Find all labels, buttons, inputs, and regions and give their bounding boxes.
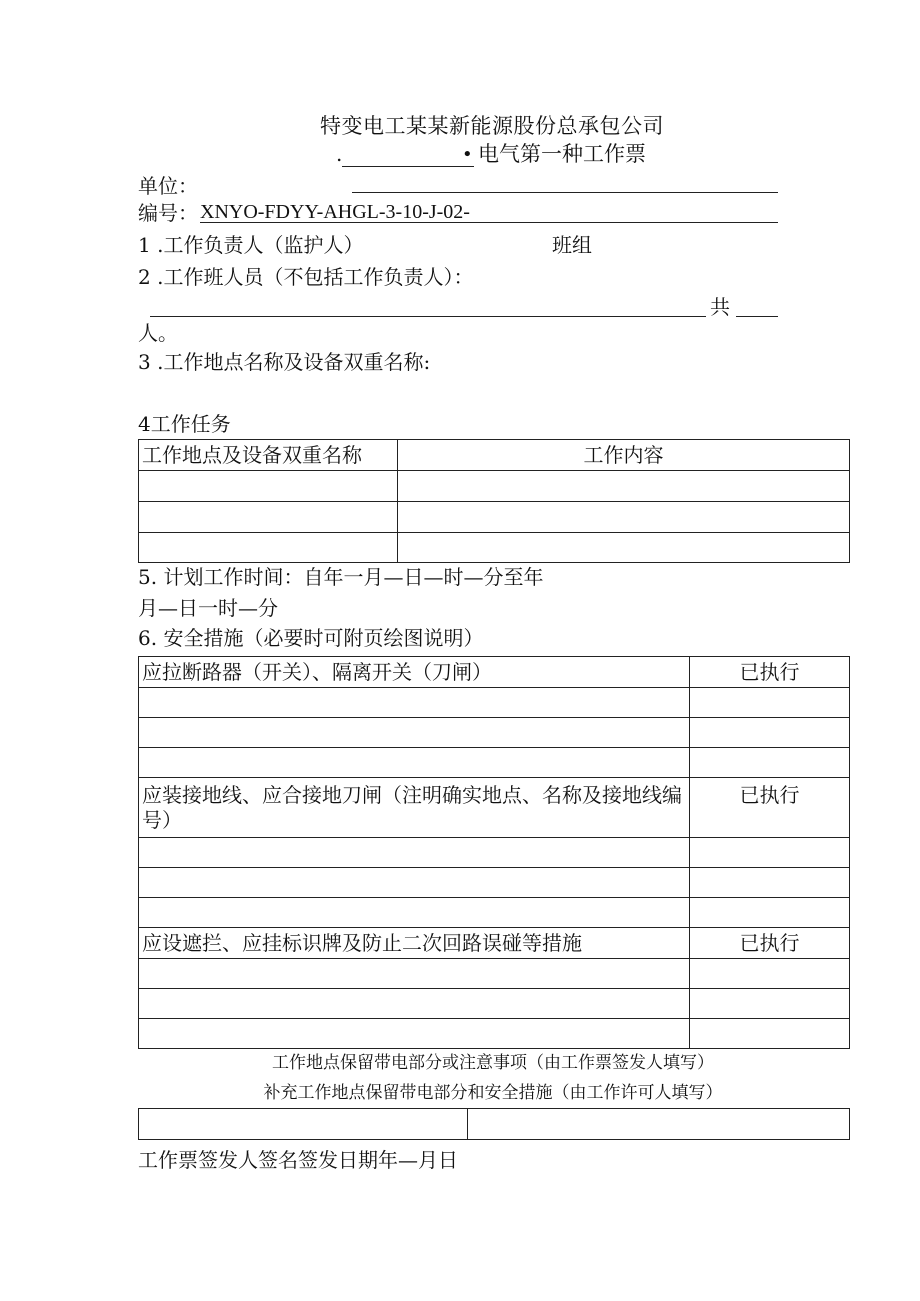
- breakers-header: 应拉断路器（开关）、隔离开关（刀闸）: [139, 657, 690, 688]
- table-row: [139, 1109, 850, 1140]
- supplement-measures-note: 补充工作地点保留带电部分和安全措施（由工作许可人填写）: [263, 1083, 723, 1103]
- table-row: [139, 688, 850, 718]
- barrier-item-cell[interactable]: [139, 1019, 690, 1049]
- work-task-table: [138, 439, 850, 563]
- supplement-measures-cell[interactable]: [468, 1109, 850, 1140]
- task-content-header: 工作内容: [398, 440, 850, 471]
- barrier-item-cell[interactable]: [139, 959, 690, 989]
- grounding-item-cell[interactable]: [139, 898, 690, 928]
- table-row: [139, 959, 850, 989]
- grounding-item-cell[interactable]: [139, 838, 690, 868]
- planned-time-line1: 5. 计划工作时间：自年一月—日—时—分至年: [138, 565, 544, 589]
- team-label: 班组: [552, 233, 592, 257]
- executed-check-cell[interactable]: [690, 838, 850, 868]
- barriers-header: 应设遮拦、应挂标识牌及防止二次回路误碰等措施: [139, 928, 690, 959]
- ticket-prefix-underline: [342, 166, 474, 167]
- breaker-item-cell[interactable]: [139, 688, 690, 718]
- executed-header: 已执行: [690, 657, 850, 688]
- grounding-item-cell[interactable]: [139, 868, 690, 898]
- unit-field-line[interactable]: [352, 192, 778, 193]
- title-dot-left: .: [336, 142, 343, 166]
- table-row: [139, 868, 850, 898]
- task-content-cell[interactable]: [398, 471, 850, 502]
- table-row: [139, 778, 850, 838]
- executed-check-cell[interactable]: [690, 1019, 850, 1049]
- executed-header: 已执行: [690, 778, 850, 838]
- company-title: 特变电工某某新能源股份总承包公司: [320, 114, 664, 138]
- table-row: [139, 657, 850, 688]
- table-row: [139, 1019, 850, 1049]
- work-leader-label: 1 .工作负责人（监护人）: [138, 233, 364, 257]
- work-members-label: 2 .工作班人员（不包括工作负责人）：: [138, 265, 474, 289]
- safety-measures-table: [138, 656, 850, 1049]
- safety-measures-title: 6. 安全措施（必要时可附页绘图说明）: [138, 626, 484, 650]
- live-parts-cell[interactable]: [139, 1109, 468, 1140]
- task-content-cell[interactable]: [398, 502, 850, 533]
- executed-check-cell[interactable]: [690, 959, 850, 989]
- number-label: 编号：: [138, 201, 198, 225]
- issuer-signature-line: 工作票签发人签名签发日期年—月日: [138, 1148, 458, 1172]
- members-total-label: 共: [710, 295, 730, 319]
- members-field-line[interactable]: [150, 316, 706, 317]
- task-location-cell[interactable]: [139, 471, 398, 502]
- person-unit-label: 人。: [138, 321, 178, 345]
- executed-check-cell[interactable]: [690, 748, 850, 778]
- planned-time-line2: 月—日一时—分: [138, 596, 278, 620]
- task-location-cell[interactable]: [139, 533, 398, 563]
- executed-check-cell[interactable]: [690, 718, 850, 748]
- work-location-label: 3 .工作地点名称及设备双重名称:: [138, 350, 431, 374]
- executed-header: 已执行: [690, 928, 850, 959]
- table-row: [139, 471, 850, 502]
- ticket-type-title: 电气第一种工作票: [478, 142, 646, 166]
- live-parts-note: 工作地点保留带电部分或注意事项（由工作票签发人填写）: [272, 1053, 714, 1073]
- barrier-item-cell[interactable]: [139, 989, 690, 1019]
- table-row: [139, 748, 850, 778]
- breaker-item-cell[interactable]: [139, 718, 690, 748]
- supplement-table: [138, 1108, 850, 1140]
- table-row: [139, 838, 850, 868]
- grounding-header: 应装接地线、应合接地刀闸（注明确实地点、名称及接地线编号）: [139, 778, 690, 838]
- table-row: [139, 440, 850, 471]
- executed-check-cell[interactable]: [690, 868, 850, 898]
- work-task-title: 4工作任务: [138, 412, 231, 436]
- breaker-item-cell[interactable]: [139, 748, 690, 778]
- table-row: [139, 718, 850, 748]
- table-row: [139, 928, 850, 959]
- executed-check-cell[interactable]: [690, 898, 850, 928]
- executed-check-cell[interactable]: [690, 688, 850, 718]
- table-row: [139, 989, 850, 1019]
- task-content-cell[interactable]: [398, 533, 850, 563]
- task-location-header: 工作地点及设备双重名称: [139, 440, 398, 471]
- table-row: [139, 898, 850, 928]
- members-count-line[interactable]: [736, 316, 778, 317]
- unit-label: 单位：: [138, 174, 198, 198]
- executed-check-cell[interactable]: [690, 989, 850, 1019]
- ticket-number: XNYO-FDYY-AHGL-3-10-J-02-: [200, 201, 470, 223]
- table-row: [139, 533, 850, 563]
- number-field-line[interactable]: [200, 222, 778, 223]
- title-dot-right: •: [462, 144, 473, 165]
- task-location-cell[interactable]: [139, 502, 398, 533]
- table-row: [139, 502, 850, 533]
